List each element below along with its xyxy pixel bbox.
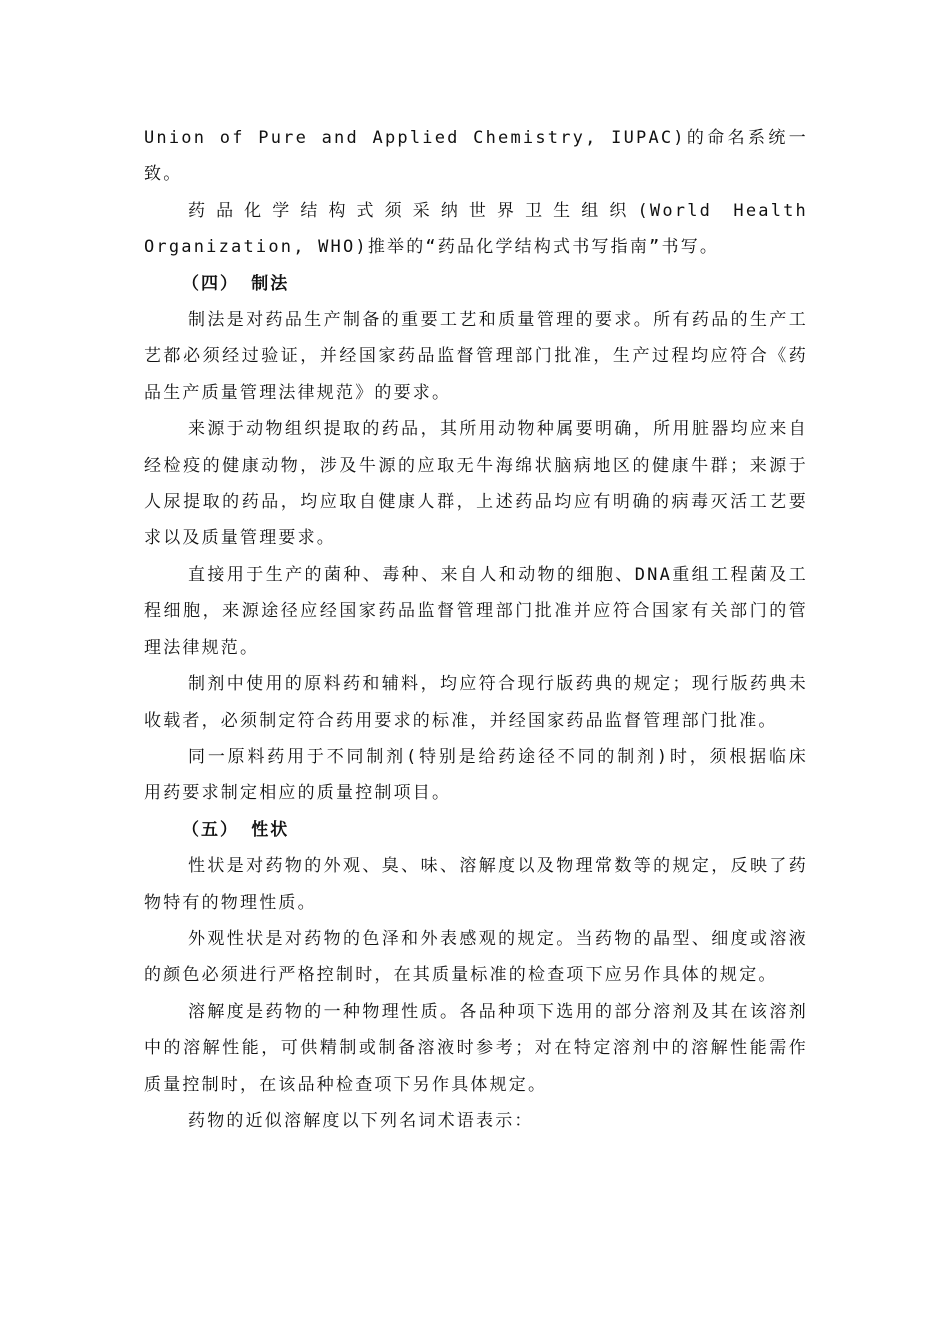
paragraph-strains-cells: 直接用于生产的菌种、毒种、来自人和动物的细胞、DNA重组工程菌及工程细胞，来源途径应经国家药品监督管理部门批准并应符合国家有关部门的管理法律规范。 <box>144 564 808 658</box>
section-heading-preparation: （四） 制法 <box>182 273 290 294</box>
paragraph-approx-solubility: 药物的近似溶解度以下列名词术语表示： <box>188 1110 534 1131</box>
paragraph-appearance: 外观性状是对药物的色泽和外表感观的规定。当药物的晶型、细度或溶液的颜色必须进行严格控制时，在其质量标准的检查项下应另作具体的规定。 <box>144 928 808 986</box>
paragraph-structure-formula: 药品化学结构式须采纳世界卫生组织(World Health Organization, WHO)推举的“药品化学结构式书写指南”书写。 <box>144 200 808 258</box>
document-page <box>144 120 808 1139</box>
paragraph-raw-materials: 制剂中使用的原料药和辅料，均应符合现行版药典的规定；现行版药典未收载者，必须制定符合药用要求的标准，并经国家药品监督管理部门批准。 <box>144 674 808 731</box>
paragraph-animal-source: 来源于动物组织提取的药品，其所用动物种属要明确，所用脏器均应来自经检疫的健康动物，涉及牛源的应取无牛海绵状脑病地区的健康牛群；来源于人尿提取的药品，均应取自健康人群，上述药品均应有明确的病毒灭活工艺要求以及质量管理要求。 <box>144 419 808 549</box>
section-heading-properties: （五） 性状 <box>182 819 290 840</box>
paragraph-preparation-definition: 制法是对药品生产制备的重要工艺和质量管理的要求。所有药品的生产工艺都必须经过验证，并经国家药品监督管理部门批准，生产过程均应符合《药品生产质量管理法律规范》的要求。 <box>144 310 808 403</box>
paragraph-iupac-continuation: Union of Pure and Applied Chemistry, IUPAC)的命名系统一致。 <box>144 128 808 185</box>
paragraph-same-raw-material: 同一原料药用于不同制剂(特别是给药途径不同的制剂)时，须根据临床用药要求制定相应的质量控制项目。 <box>144 746 808 804</box>
paragraph-solubility: 溶解度是药物的一种物理性质。各品种项下选用的部分溶剂及其在该溶剂中的溶解性能，可供精制或制备溶液时参考；对在特定溶剂中的溶解性能需作质量控制时，在该品种检查项下另作具体规定。 <box>144 1001 808 1095</box>
paragraph-properties-definition: 性状是对药物的外观、臭、味、溶解度以及物理常数等的规定，反映了药物特有的物理性质。 <box>144 856 808 913</box>
